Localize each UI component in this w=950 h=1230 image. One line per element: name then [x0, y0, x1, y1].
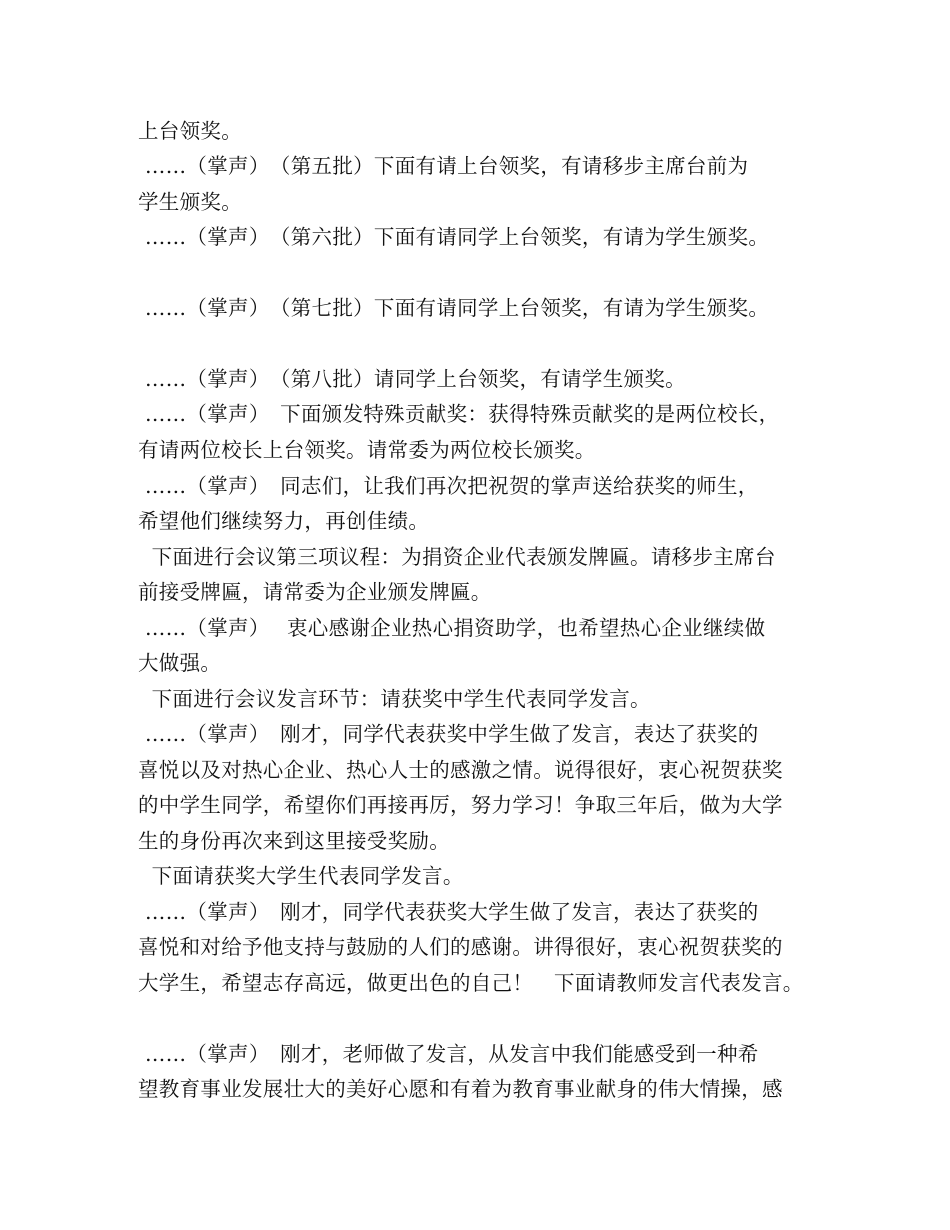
text-line-2: ……（掌声） （第五批）下面有请上台领奖，有请移步主席台前为 [138, 154, 749, 178]
text-line-23: 大学生，希望志存高远，做更出色的自己！ 下面请教师发言代表发言。 [138, 971, 804, 995]
text-line-5: ……（掌声） （第七批）下面有请同学上台领奖，有请为学生颁奖。 [138, 296, 770, 320]
text-line-11: 下面进行会议第三项议程：为捐资企业代表颁发牌匾。请移步主席台 [138, 545, 776, 569]
text-line-22: 喜悦和对给予他支持与鼓励的人们的感谢。讲得很好，衷心祝贺获奖的 [138, 935, 783, 959]
text-line-24: ……（掌声） 刚才，老师做了发言，从发言中我们能感受到一种希 [138, 1042, 759, 1066]
text-line-6: ……（掌声） （第八批）请同学上台领奖，有请学生颁奖。 [138, 367, 686, 391]
text-line-18: 的中学生同学，希望你们再接再厉，努力学习！争取三年后，做为大学 [138, 793, 783, 817]
text-line-16: ……（掌声） 刚才，同学代表获奖中学生做了发言，表达了获奖的 [138, 722, 759, 746]
text-line-19: 生的身份再次来到这里接受奖励。 [138, 829, 450, 853]
text-line-20: 下面请获奖大学生代表同学发言。 [138, 864, 464, 888]
text-line-4: ……（掌声） （第六批）下面有请同学上台领奖，有请为学生颁奖。 [138, 225, 770, 249]
text-line-3: 学生颁奖。 [138, 190, 242, 214]
text-line-9: ……（掌声） 同志们，让我们再次把祝贺的掌声送给获奖的师生， [138, 474, 759, 498]
text-line-21: ……（掌声） 刚才，同学代表获奖大学生做了发言，表达了获奖的 [138, 900, 759, 924]
text-line-7: ……（掌声） 下面颁发特殊贡献奖：获得特殊贡献奖的是两位校长， [138, 402, 780, 426]
text-line-14: 大做强。 [138, 651, 222, 675]
text-line-15: 下面进行会议发言环节：请获奖中学生代表同学发言。 [138, 687, 651, 711]
text-line-13: ……（掌声） 衷心感谢企业热心捐资助学，也希望热心企业继续做 [138, 616, 766, 640]
text-line-8: 有请两位校长上台领奖。请常委为两位校长颁奖。 [138, 438, 596, 462]
text-line-1: 上台领奖。 [138, 119, 242, 143]
text-line-17: 喜悦以及对热心企业、热心人士的感激之情。说得很好，衷心祝贺获奖 [138, 758, 783, 782]
text-line-10: 希望他们继续努力，再创佳绩。 [138, 509, 430, 533]
text-line-12: 前接受牌匾，请常委为企业颁发牌匾。 [138, 580, 492, 604]
text-line-25: 望教育事业发展壮大的美好心愿和有着为教育事业献身的伟大情操，感 [138, 1077, 783, 1101]
